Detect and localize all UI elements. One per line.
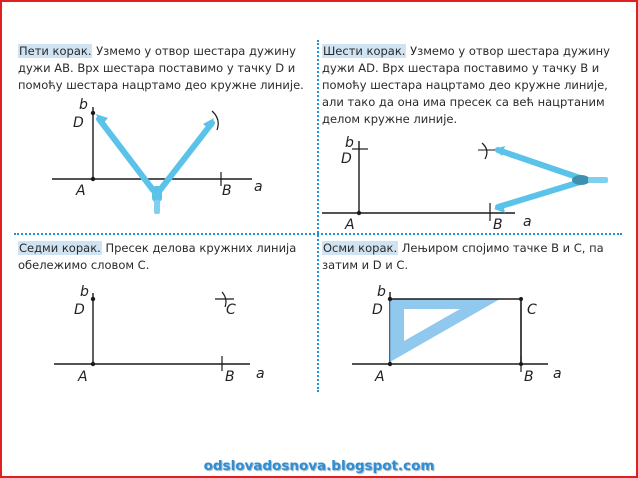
label-b: b <box>377 284 386 300</box>
step-6-line-5: делом кружне линије. <box>322 112 458 126</box>
step-7-figure <box>54 284 265 385</box>
label-b: b <box>79 97 88 113</box>
label-a-point: A <box>76 183 86 199</box>
step-6-figure <box>322 135 608 233</box>
step-5-line-1: Узмемо у отвор шестара дужину <box>92 44 296 58</box>
label-a-line: a <box>254 179 263 195</box>
step-8-line-2: затим и D и C. <box>322 258 409 272</box>
compass-icon <box>494 146 608 213</box>
step-5-title: Пети корак. <box>19 44 92 58</box>
label-b-point: B <box>524 369 534 385</box>
label-b-point: B <box>225 369 235 385</box>
step-6-line-4: али тако да она има пресек са већ нацртаним <box>322 95 605 109</box>
step-8-line-1: Лењиром спојимо тачке B и C, па <box>398 241 604 255</box>
label-a-point: A <box>345 217 355 233</box>
footer-site-name: odslovadosnova.blogspot.com <box>203 458 435 474</box>
label-d: D <box>341 151 352 167</box>
arc-from-d <box>482 143 487 159</box>
set-square-icon <box>390 299 500 362</box>
point-a <box>91 362 95 366</box>
point-a <box>357 211 361 215</box>
label-b-point: B <box>222 183 232 199</box>
step-6-title: Шести корак. <box>323 44 406 58</box>
point-a <box>388 362 392 366</box>
step-6-line-1: Узмемо у отвор шестара дужину <box>406 44 610 58</box>
step-7-line-1: Пресек делова кружних линија <box>101 241 297 255</box>
step-7-title: Седми корак. <box>19 241 101 255</box>
label-b-point: B <box>493 217 503 233</box>
label-c: C <box>527 302 537 318</box>
point-d <box>388 297 392 301</box>
point-c <box>519 297 523 301</box>
step-5-line-2: дужи AB. Врх шестара поставимо у тачку D и <box>18 61 296 75</box>
step-5-line-3: помоћу шестара нацртамо део кружне линије. <box>18 78 304 92</box>
compass-icon <box>96 114 214 214</box>
step-7-line-2: обележимо словом C. <box>18 258 150 272</box>
label-d: D <box>73 115 84 131</box>
label-b: b <box>80 284 89 300</box>
label-b: b <box>345 135 354 151</box>
label-a-point: A <box>375 369 385 385</box>
label-d: D <box>74 302 85 318</box>
label-a-point: A <box>78 369 88 385</box>
label-a-line: a <box>553 366 562 382</box>
point-d <box>91 297 95 301</box>
label-c: C <box>226 302 236 318</box>
step-6-line-2: дужи AD. Врх шестара поставимо у тачку B и <box>322 61 600 75</box>
label-a-line: a <box>256 366 265 382</box>
step-8-figure <box>352 284 562 385</box>
point-d <box>91 111 95 115</box>
label-a-line: a <box>523 214 532 230</box>
point-a <box>91 177 95 181</box>
step-5-figure <box>52 97 263 214</box>
step-6-line-3: помоћу шестара нацртамо део кружне линије, <box>322 78 608 92</box>
label-d: D <box>372 302 383 318</box>
step-8-title: Осми корак. <box>323 241 398 255</box>
